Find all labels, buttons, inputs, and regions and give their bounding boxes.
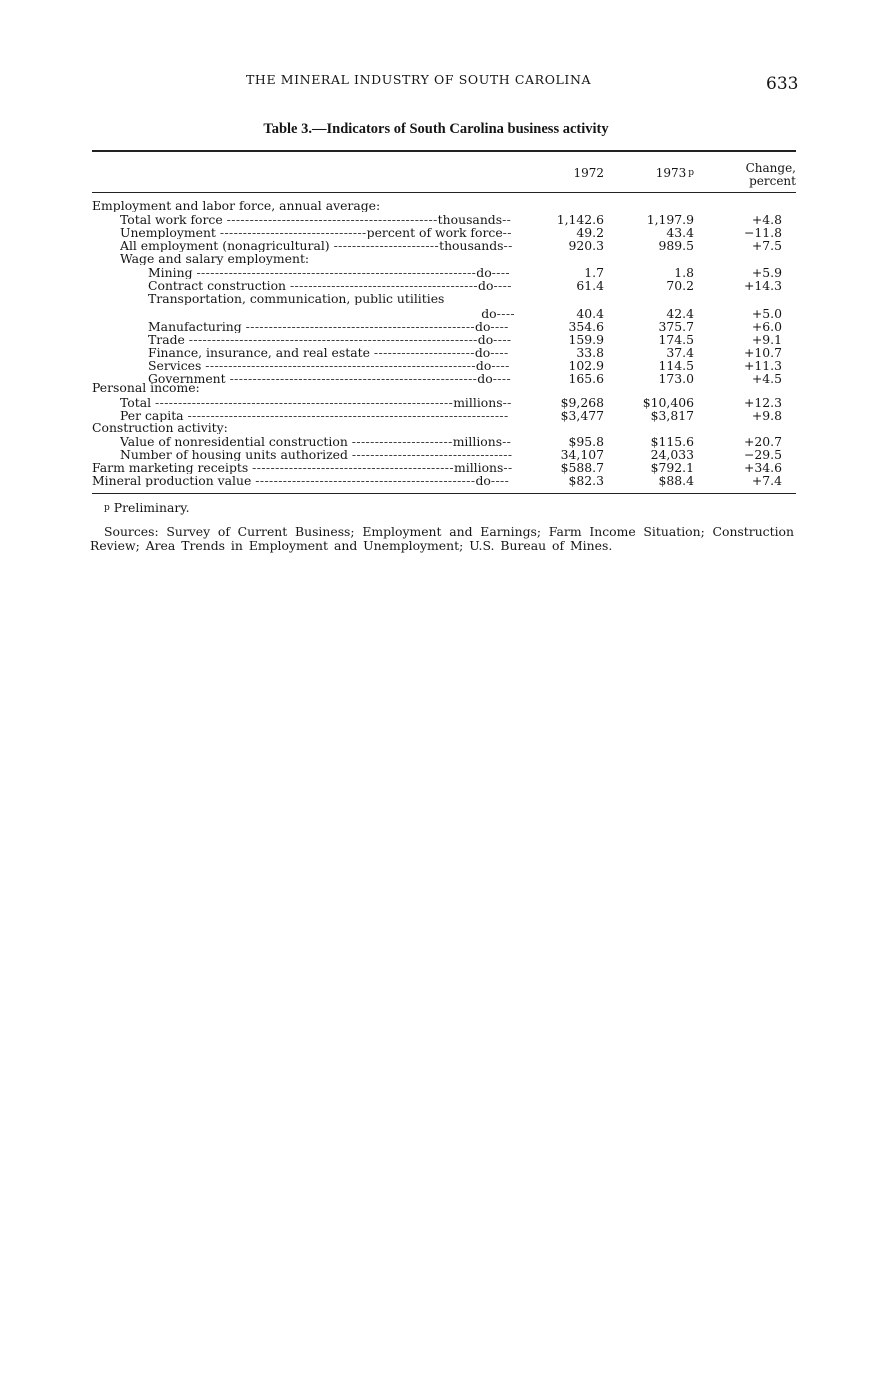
table-row [0, 213, 872, 226]
value-1972: 49.2 [576, 225, 604, 240]
row-label: Services [148, 359, 202, 373]
change-percent: +11.3 [744, 358, 782, 373]
column-header-change [730, 162, 796, 188]
row-unit: thousands [439, 239, 504, 253]
value-1973: $3,817 [650, 408, 694, 423]
leader-dashes: ---------------------------------------------- [226, 213, 438, 227]
change-percent: +4.8 [751, 212, 782, 227]
leader-dashes: -- [502, 435, 512, 449]
value-1972: 159.9 [568, 332, 604, 347]
table-row [0, 226, 872, 239]
change-percent: +20.7 [744, 434, 782, 449]
leader-dashes: ---------------------- [351, 435, 453, 449]
row-label: Farm marketing receipts [92, 461, 249, 475]
value-1972: 33.8 [576, 345, 604, 360]
change-percent: +10.7 [744, 345, 782, 360]
leader-dashes: ------------------------------------------------ [255, 474, 476, 488]
running-head: THE MINERAL INDUSTRY OF SOUTH CAROLINA [246, 72, 592, 87]
leader-dashes: ----------------------------------------------------------------- [155, 396, 454, 410]
row-label: Mineral production value [92, 474, 252, 488]
value-1972: 1.7 [584, 265, 604, 280]
table-row [0, 252, 872, 265]
value-1973: 114.5 [658, 358, 694, 373]
change-percent: +9.1 [751, 332, 782, 347]
row-label: Per capita [120, 409, 184, 423]
column-header-1973 [620, 166, 694, 180]
table-row [0, 320, 872, 333]
leader-dashes: ---- [493, 333, 512, 347]
row-label: Number of housing units authorized [120, 448, 348, 462]
row-label: Trade [148, 333, 185, 347]
table-row [0, 266, 872, 279]
value-1972: 920.3 [568, 238, 604, 253]
value-1972: 34,107 [560, 447, 604, 462]
leader-dashes: -- [503, 239, 513, 253]
leader-dashes: ---- [490, 474, 510, 488]
leader-dashes: ----------------------- [333, 239, 440, 253]
column-header-change-line2: percent [749, 174, 796, 188]
table-row [0, 396, 872, 409]
value-1972: $95.8 [568, 434, 604, 449]
footnote-mark: p [104, 503, 110, 513]
leader-dashes: -------------------------------------------------- [245, 320, 476, 334]
value-1973: 375.7 [658, 319, 694, 334]
table-bottom-rule [92, 493, 796, 494]
leader-dashes: ---- [492, 372, 512, 386]
change-percent: +6.0 [751, 319, 782, 334]
leader-dashes: ------------------------------------------------------ [229, 372, 478, 386]
row-label: Mining [148, 266, 193, 280]
value-1972: 40.4 [576, 306, 604, 321]
table-row [0, 239, 872, 252]
value-1973: 37.4 [666, 345, 694, 360]
table-row [0, 381, 872, 394]
footnote-text: Preliminary. [113, 500, 190, 515]
table-row [0, 199, 872, 212]
row-unit: do [481, 307, 497, 321]
row-label: Finance, insurance, and real estate [148, 346, 370, 360]
leader-dashes: -- [502, 226, 512, 240]
column-header-1973-year: 1973 [655, 166, 687, 180]
value-1972: $588.7 [560, 460, 604, 475]
table-row [0, 421, 872, 434]
row-unit: do [477, 372, 493, 386]
row-unit: percent of work force [366, 226, 503, 240]
value-1973: 70.2 [666, 278, 694, 293]
change-percent: +34.6 [744, 460, 782, 475]
row-label: All employment (nonagricultural) [120, 239, 330, 253]
value-1972: 165.6 [568, 371, 604, 386]
row-label: Government [148, 372, 226, 386]
table-header-rule [92, 192, 796, 193]
value-1973: 43.4 [666, 225, 694, 240]
value-1973: $792.1 [650, 460, 694, 475]
value-1973: 174.5 [658, 332, 694, 347]
value-1973: 1.8 [674, 265, 694, 280]
table-row [0, 474, 872, 487]
leader-dashes: ----------------------------------------------------------- [205, 359, 476, 373]
page-number: 633 [766, 74, 799, 94]
change-percent: +9.8 [751, 408, 782, 423]
change-percent: +4.5 [751, 371, 782, 386]
row-unit: do [475, 359, 492, 373]
change-percent: +7.5 [751, 238, 782, 253]
value-1973: 989.5 [658, 238, 694, 253]
value-1973: $10,406 [642, 395, 694, 410]
leader-dashes: -- [502, 396, 512, 410]
change-percent: −29.5 [744, 447, 782, 462]
row-label: Contract construction [148, 279, 287, 293]
table-row [0, 346, 872, 359]
value-1973: $88.4 [658, 473, 694, 488]
row-unit: do [476, 266, 492, 280]
row-label: Unemployment [120, 226, 216, 240]
leader-dashes: ----------------------------------------- [289, 279, 479, 293]
change-percent: +14.3 [744, 278, 782, 293]
leader-dashes: ----------------------------------- [351, 448, 513, 462]
value-1973: $115.6 [650, 434, 694, 449]
leader-dashes: -- [502, 213, 512, 227]
row-label: Value of nonresidential construction [120, 435, 348, 449]
change-percent: +12.3 [744, 395, 782, 410]
table-row [0, 333, 872, 346]
value-1972: 354.6 [568, 319, 604, 334]
value-1973: 1,197.9 [646, 212, 694, 227]
row-unit: millions [454, 461, 504, 475]
row-unit: do [477, 333, 494, 347]
leader-dashes: -------------------------------------------- [252, 461, 454, 475]
leader-dashes: ---- [491, 266, 511, 280]
table-row [0, 292, 872, 305]
value-1972: $3,477 [560, 408, 604, 423]
leader-dashes: ---- [491, 359, 510, 373]
row-unit: do [475, 474, 491, 488]
leader-dashes: ---------------------------------------------------------------------- [187, 409, 509, 423]
change-percent: +5.0 [751, 306, 782, 321]
table-row [0, 307, 872, 320]
change-percent: +5.9 [751, 265, 782, 280]
change-percent: −11.8 [744, 225, 782, 240]
value-1972: $9,268 [560, 395, 604, 410]
row-label: Total [120, 396, 152, 410]
leader-dashes: ---- [493, 279, 512, 293]
table-row [0, 279, 872, 292]
leader-dashes: ---- [490, 346, 509, 360]
row-unit: thousands [437, 213, 503, 227]
value-1973: 24,033 [650, 447, 694, 462]
row-label: Wage and salary employment: [120, 252, 310, 266]
value-1972: 102.9 [568, 358, 604, 373]
row-unit: do [478, 279, 494, 293]
column-header-1972: 1972 [573, 166, 604, 180]
table-top-rule [92, 150, 796, 152]
leader-dashes: ---- [496, 307, 515, 321]
table-row [0, 461, 872, 474]
value-1973: 42.4 [666, 306, 694, 321]
row-label: Construction activity: [92, 421, 228, 435]
value-1972: 61.4 [576, 278, 604, 293]
column-header-change-line1: Change, [745, 161, 796, 175]
value-1972: $82.3 [568, 473, 604, 488]
row-label: Manufacturing [148, 320, 242, 334]
table-title: Table 3.—Indicators of South Carolina business activity [263, 121, 609, 137]
table-row [0, 359, 872, 372]
value-1972: 1,142.6 [556, 212, 604, 227]
table-row [0, 435, 872, 448]
change-percent: +7.4 [751, 473, 782, 488]
leader-dashes: ------------------------------------------------------------- [196, 266, 477, 280]
row-unit: millions [452, 435, 503, 449]
sources-note: Sources: Survey of Current Business; Employment and Earnings; Farm Income Situation; Construction Review; Area Trends in Employment and Unemployment; U.S. Bureau of Mines. [90, 524, 794, 553]
value-1973: 173.0 [658, 371, 694, 386]
leader-dashes: -------------------------------- [219, 226, 367, 240]
row-label: Total work force [120, 213, 223, 227]
row-unit: millions [453, 396, 503, 410]
row-label: Employment and labor force, annual average: [92, 199, 381, 213]
preliminary-mark: p [688, 168, 694, 178]
leader-dashes: ---------------------- [373, 346, 475, 360]
leader-dashes: --------------------------------------------------------------- [188, 333, 478, 347]
preliminary-footnote [104, 500, 190, 515]
row-unit: do [475, 320, 491, 334]
leader-dashes: -- [503, 461, 513, 475]
row-label: Transportation, communication, public utilities [148, 292, 445, 306]
table-row [0, 448, 872, 461]
row-unit: do [474, 346, 491, 360]
leader-dashes: ---- [490, 320, 509, 334]
row-label: Personal income: [92, 381, 200, 395]
